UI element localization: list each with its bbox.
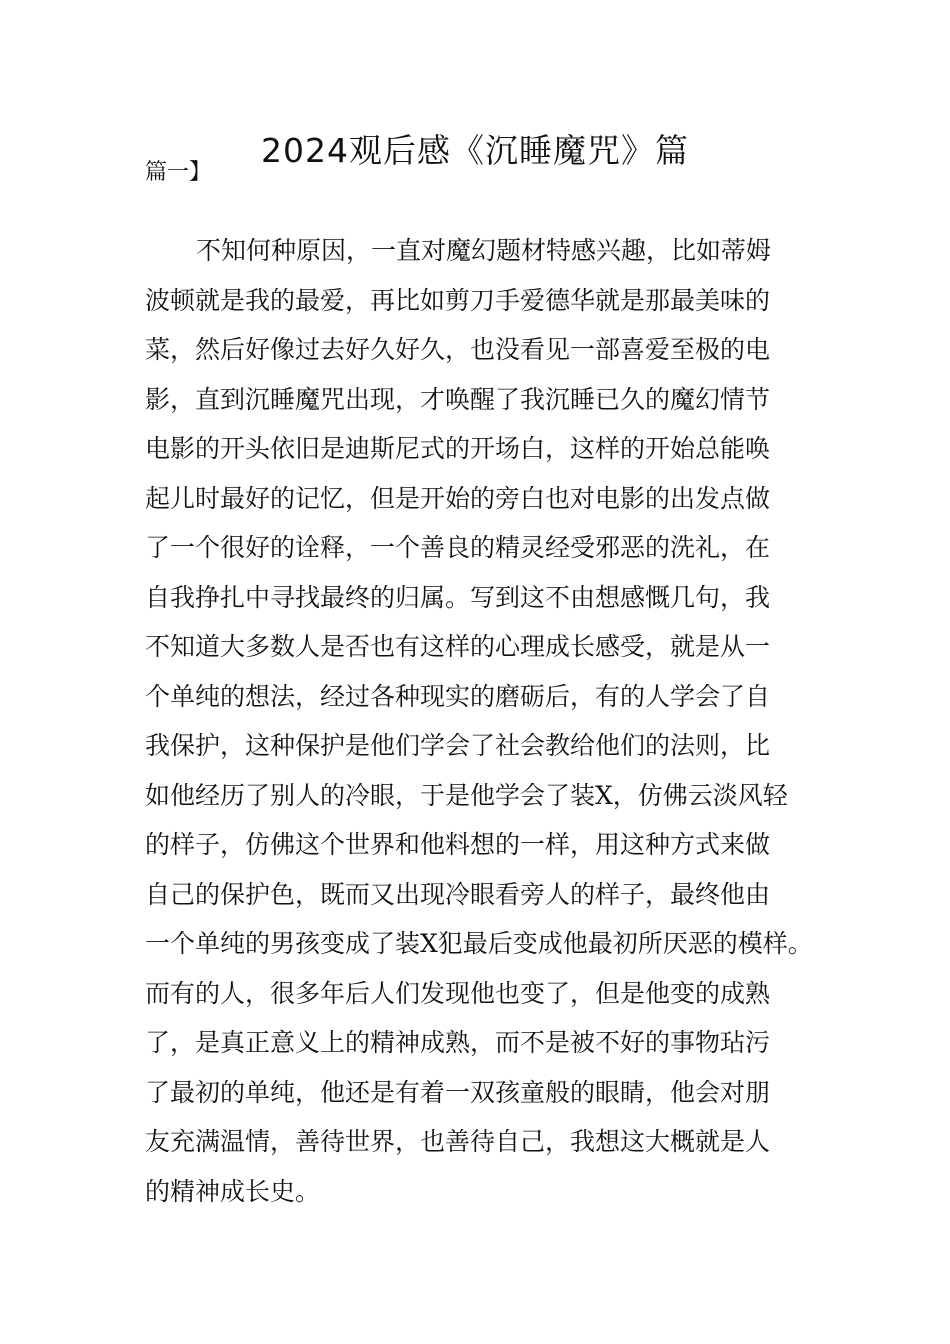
body-line: 不知何种原因，一直对魔幻题材特感兴趣，比如蒂姆 <box>196 236 772 265</box>
body-line: 电影的开头依旧是迪斯尼式的开场白，这样的开始总能唤 <box>145 434 771 463</box>
section-label: 篇一】 <box>145 160 212 185</box>
body-line: 影，直到沉睡魔咒出现，才唤醒了我沉睡已久的魔幻情节 <box>145 384 771 414</box>
body-line: 起儿时最好的记忆，但是开始的旁白也对电影的出发点做 <box>145 483 771 513</box>
body-line: 个单纯的想法，经过各种现实的磨砺后，有的人学会了自 <box>145 681 771 711</box>
body-line: 了最初的单纯，他还是有着一双孩童般的眼睛，他会对朋 <box>145 1077 771 1107</box>
body-line: 的精神成长史。 <box>145 1176 321 1206</box>
body-line: 一个单纯的男孩变成了装X犯最后变成他最初所厌恶的模样。 <box>145 929 813 958</box>
body-line: 如他经历了别人的冷眼，于是他学会了装X，仿佛云淡风轻 <box>145 780 788 810</box>
body-line: 了，是真正意义上的精神成熟，而不是被不好的事物玷污 <box>145 1028 771 1057</box>
body-line: 了一个很好的诠释，一个善良的精灵经受邪恶的洗礼，在 <box>145 533 771 562</box>
body-line: 菜，然后好像过去好久好久，也没看见一部喜爱至极的电 <box>145 335 771 364</box>
body-line: 波顿就是我的最爱，再比如剪刀手爱德华就是那最美味的 <box>145 285 771 315</box>
document-title: 2024观后感《沉睡魔咒》篇 <box>261 131 689 170</box>
body-line: 而有的人，很多年后人们发现他也变了，但是他变的成熟 <box>145 978 771 1008</box>
body-line: 友充满温情，善待世界，也善待自己，我想这大概就是人 <box>145 1127 771 1156</box>
body-line: 我保护，这种保护是他们学会了社会教给他们的法则，比 <box>145 731 771 760</box>
body-line: 不知道大多数人是否也有这样的心理成长感受，就是从一 <box>145 632 771 661</box>
body-line: 的样子，仿佛这个世界和他料想的一样，用这种方式来做 <box>145 830 771 859</box>
body-line: 自己的保护色，既而又出现冷眼看旁人的样子，最终他由 <box>145 879 771 909</box>
body-line: 自我挣扎中寻找最终的归属。写到这不由想感慨几句，我 <box>145 582 771 612</box>
